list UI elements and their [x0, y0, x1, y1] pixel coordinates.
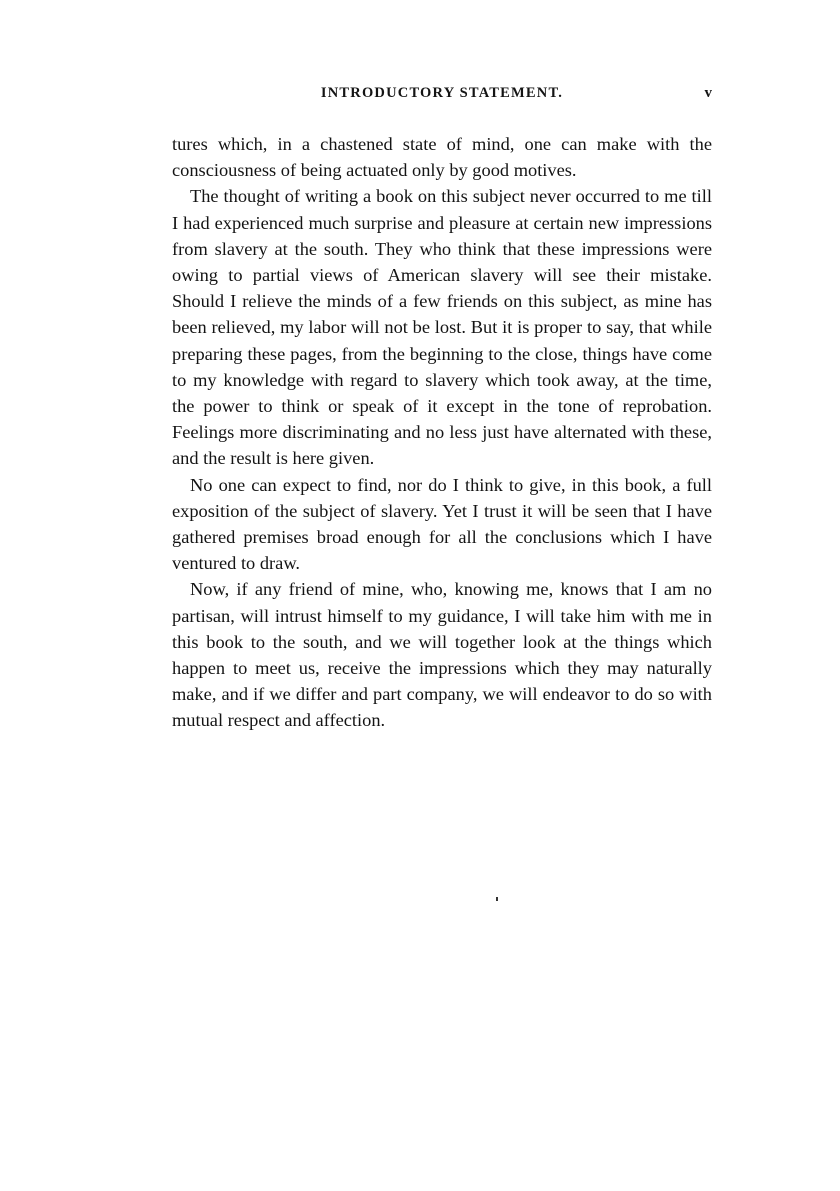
- paragraph-4: Now, if any friend of mine, who, knowing me, knows that I am no partisan, will intrust himself to my guidance, I will take him with me in this book to the south, and we will together look at the things which happen to meet us, receive the impressions which they may naturally make, and if we differ and part company, we will endeavor to do so with mutual respect and affection.: [172, 579, 712, 731]
- paragraph-3: No one can expect to find, nor do I think to give, in this book, a full exposition of the subject of slavery. Yet I trust it will be seen that I have gathered premises broad enough for all the conclusions which I have ventured to draw.: [172, 474, 712, 574]
- paragraph-2: The thought of writing a book on this subject never occurred to me till I had experienced much surprise and pleasure at certain new impressions from slavery at the south. They who think that these impressions were owing to partial views of American slavery will see their mistake. Should I relieve the minds of a few friends on this subject, as mine has been relieved, my labor will not be lost. But it is proper to say, that while preparing these pages, from the beginning to the close, things have come to my knowledge with regard to slavery which took away, at the time, the power to think or speak of it except in the tone of reprobation. Feelings more discriminating and no less just have alternated with these, and the result is here given.: [172, 186, 712, 469]
- running-head: [172, 85, 712, 107]
- body-text: [172, 131, 712, 734]
- paragraph-1: tures which, in a chastened state of mind, one can make with the consciousness of being actuated only by good motives.: [172, 134, 712, 181]
- page-number: v: [704, 85, 712, 101]
- stray-print-mark: [496, 897, 498, 901]
- running-title: INTRODUCTORY STATEMENT.: [320, 85, 564, 101]
